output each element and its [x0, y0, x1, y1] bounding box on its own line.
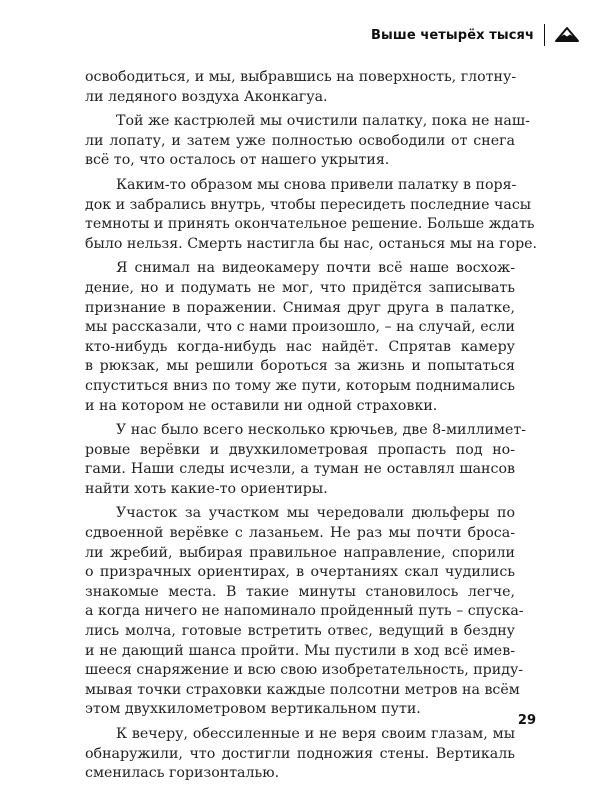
paragraph [85, 725, 515, 784]
text-line: У нас было всего несколько крючьев, две 8-миллимет- [116, 422, 527, 439]
text-line: Той же кастрюлей мы очистили палатку, пока не наш- [116, 113, 530, 130]
paragraph [85, 504, 524, 720]
text-line: шееся снаряжение и всю свою изобретательность, приду- [85, 662, 524, 679]
text-line: Каким-то образом мы снова привели палатку в поря- [116, 176, 517, 193]
paragraph [85, 112, 530, 171]
text-line: темноты и принять окончательное решение. Больше ждать [85, 216, 535, 233]
text-line: гами. Наши следы исчезли, а туман не оставлял шансов [85, 461, 515, 478]
text-line: и на котором не оставили ни одной страховки. [85, 397, 438, 414]
text-line: мы рассказали, что с нами произошло, – на случай, если [85, 319, 515, 336]
text-line: обнаружили, что достигли подножия стены. Вертикаль [85, 745, 515, 762]
text-line: этом двухкилометровом вертикальном пути. [85, 701, 421, 718]
text-line: лись молча, готовые встретить отвес, ведущий в бездну [85, 623, 515, 640]
text-line: освободиться, и мы, выбравшись на поверхность, глотну- [85, 69, 517, 85]
paragraph [85, 421, 527, 499]
page-number: 29 [517, 713, 536, 728]
text-line: всё то, что осталось от нашего укрытия. [85, 152, 390, 169]
text-line: дение, но и подумать не мог, что придётся записывать [85, 279, 515, 296]
text-line: док и забрались внутрь, чтобы пересидеть последние часы [85, 196, 532, 213]
text-line: ли жребий, выбирая правильное направление, спорили [85, 544, 515, 561]
text-line: о призрачных ориентирах, в очертаниях скал чудились [85, 564, 515, 581]
text-line: ровые верёвки и двухкилометровая пропасть под но- [85, 441, 515, 458]
running-head [371, 24, 580, 46]
paragraph [85, 259, 515, 416]
text-line: Я снимал на видеокамеру почти всё наше восхож- [116, 260, 515, 277]
text-line: а когда ничего не напоминало пройденный путь – спуска- [85, 603, 524, 620]
text-line: Участок за участком мы чередовали дюльферы по [116, 505, 515, 522]
text-line: знакомые места. В такие минуты становилось легче, [85, 583, 515, 600]
mountain-peak-icon [554, 24, 580, 46]
text-line: признание в поражении. Снимая друг друга в палатке, [85, 299, 515, 316]
text-line: найти хоть какие-то ориентиры. [85, 480, 328, 497]
text-line: в рюкзак, мы решили бороться за жизнь и попытаться [85, 358, 515, 375]
text-line: и не дающий шанса пройти. Мы пустили в ход всё имев- [85, 642, 515, 659]
text-line: ли лопату, и затем уже полностью освободили от снега [85, 132, 515, 149]
paragraph [85, 176, 538, 254]
text-line: ли ледяного воздуха Аконкагуа. [85, 88, 328, 105]
running-title: Выше четырёх тысяч [371, 27, 534, 43]
text-line: мывая точки страховки каждые полсотни метров на всём [85, 681, 520, 698]
text-line: спуститься вниз по тому же пути, которым поднимались [85, 377, 515, 394]
text-line: кто-нибудь когда-нибудь нас найдёт. Спрятав камеру [85, 338, 515, 355]
header-divider [544, 24, 545, 46]
text-line: сменилась горизонталью. [85, 765, 280, 782]
text-line: К вечеру, обессиленные и не веря своим глазам, мы [116, 726, 515, 742]
paragraph [85, 68, 515, 107]
text-line: сдвоенной верёвке с лазаньем. Не раз мы почти броса- [85, 525, 515, 542]
text-line: было нельзя. Смерть настигла бы нас, останься мы на горе. [85, 235, 538, 252]
